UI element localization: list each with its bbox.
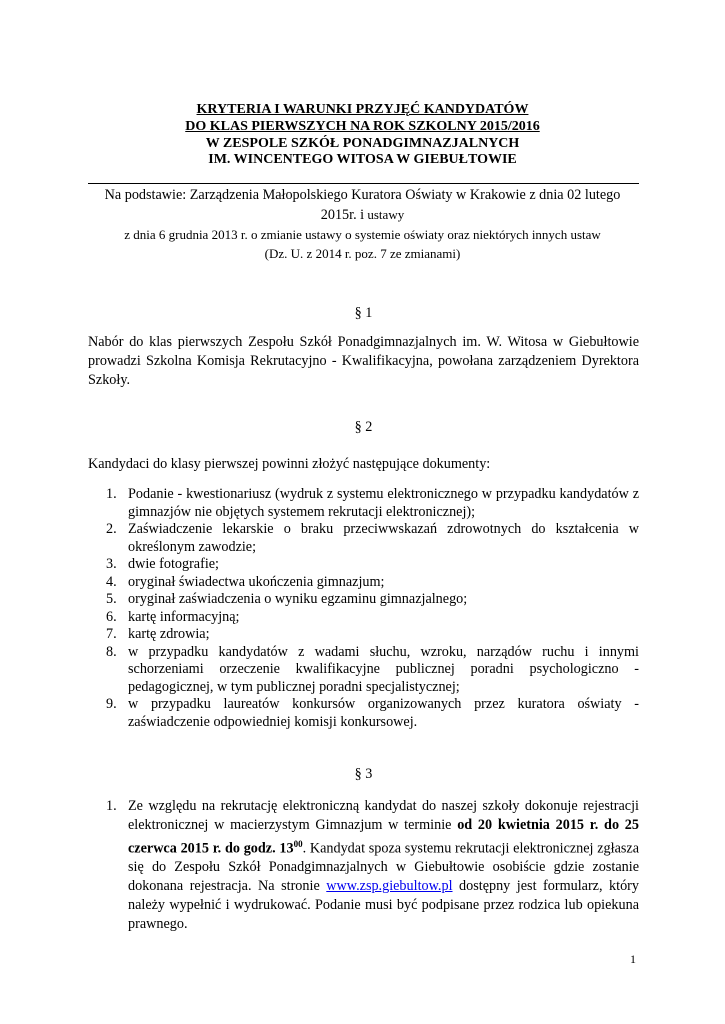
- list-item-text: oryginał świadectwa ukończenia gimnazjum;: [128, 573, 385, 590]
- school-website-link[interactable]: www.zsp.giebultow.pl: [326, 877, 453, 894]
- title-line-1: KRYTERIA I WARUNKI PRZYJĘĆ KANDYDATÓW: [196, 102, 529, 117]
- list-item: [88, 644, 639, 697]
- list-item-number: 7.: [106, 626, 117, 642]
- list-item: [88, 486, 639, 521]
- section-3-heading: § 3: [354, 766, 373, 782]
- list-item-number: 8.: [106, 643, 117, 660]
- list-item-text: oryginał zaświadczenia o wyniku egzaminu gimnazjalnego;: [128, 591, 468, 607]
- basis-date: 2015r. i: [320, 207, 365, 223]
- list-item-number: 1.: [106, 486, 117, 502]
- list-item: [88, 609, 639, 627]
- title-line-3: W ZESPOLE SZKÓŁ PONADGIMNAZJALNYCH: [205, 135, 520, 151]
- horizontal-rule: [88, 183, 639, 184]
- title-line-4: IM. WINCENTEGO WITOSA W GIEBUŁTOWIE: [208, 152, 517, 168]
- basis-line-2: [70, 205, 655, 225]
- rules-list: [88, 797, 639, 933]
- list-item: [88, 696, 639, 731]
- list-item-text: Podanie - kwestionariusz (wydruk z systemu elektronicznego w przypadku kandydatów z gimnazjów nie objętych systemem rekrutacji elektronicznej);: [128, 486, 639, 520]
- section-2-heading: § 2: [354, 419, 373, 435]
- list-item-text: dwie fotografie;: [128, 556, 219, 572]
- list-item-text: w przypadku laureatów konkursów organizowanych przez kuratora oświaty - zaświadczenie odpowiedniej komisji konkursowej.: [128, 696, 639, 730]
- section-2-intro: Kandydaci do klasy pierwszej powinni złożyć następujące dokumenty:: [88, 456, 491, 472]
- list-item-text: kartę zdrowia;: [128, 626, 210, 642]
- list-item-number: 2.: [106, 521, 117, 537]
- list-item: [88, 591, 639, 609]
- registration-dates: od 20 kwietnia 2015 r. do 25 czerwca 2015 r. do godz. 13: [128, 816, 639, 857]
- list-item: [88, 521, 639, 556]
- section-1-text: Nabór do klas pierwszych Zespołu Szkół Ponadgimnazjalnych im. W. Witosa w Giebułtowie prowadzi Szkolna Komisja Rekrutacyjno - Kwalifikacyjna, powołana zarządzeniem Dyrektora Szkoły.: [88, 334, 639, 388]
- list-item-text: Zaświadczenie lekarskie o braku przeciwwskazań zdrowotnych do kształcenia w określonym zawodzie;: [128, 521, 639, 555]
- list-item-text-start: Ze względu na rekrutację elektroniczną kandydat do naszej szkoły dokonuje rejestracji elektronicznej w macierzystym Gimnazjum w terminie: [128, 798, 639, 833]
- document-title: [60, 102, 665, 169]
- list-item-text: kartę informacyjną;: [128, 608, 240, 625]
- list-item-text: w przypadku kandydatów z wadami słuchu, wzroku, narządów ruchu i innymi schorzeniami orzeczenie kwalifikacyjne publicznej poradni psychologiczno - pedagogicznej, w tym publicznej poradni specjalistycznej;: [128, 643, 639, 695]
- list-item-number: 6.: [106, 608, 117, 625]
- list-item-number: 9.: [106, 696, 117, 712]
- list-item-text-middle: . Kandydat spoza systemu rekrutacji elektronicznej zgłasza się do Zespołu Szkół Ponadgimnazjalnych w Giebułtowie osobiście gdzie zostanie dokonana rejestracja. Na stronie: [128, 840, 639, 894]
- list-item-number: 3.: [106, 556, 117, 572]
- title-line-2: DO KLAS PIERWSZYCH NA ROK SZKOLNY 2015/2016: [185, 118, 540, 134]
- legal-basis: [70, 186, 655, 263]
- list-item-number: 1.: [106, 798, 117, 814]
- basis-line-3: z dnia 6 grudnia 2013 r. o zmianie ustawy o systemie oświaty oraz niektórych innych ustaw: [124, 227, 601, 242]
- registration-time-minutes: 00: [293, 838, 303, 849]
- list-item-number: 4.: [106, 573, 117, 590]
- section-1-heading: § 1: [354, 305, 373, 321]
- page-number: 1: [630, 952, 636, 966]
- list-item: [88, 797, 639, 933]
- basis-line-4: (Dz. U. z 2014 r. poz. 7 ze zmianami): [264, 246, 461, 261]
- list-item-text-end: dostępny jest formularz, który należy wypełnić i wydrukować. Podanie musi być podpisane przez rodzica lub opiekuna prawnego.: [128, 877, 639, 932]
- list-item-number: 5.: [106, 591, 117, 607]
- list-item: [88, 626, 639, 644]
- list-item: [88, 574, 639, 592]
- documents-list: [88, 486, 639, 731]
- basis-ustawy: ustawy: [364, 207, 405, 222]
- list-item: [88, 556, 639, 574]
- basis-line-1: Na podstawie: Zarządzenia Małopolskiego Kuratora Oświaty w Krakowie z dnia 02 lutego: [104, 187, 621, 203]
